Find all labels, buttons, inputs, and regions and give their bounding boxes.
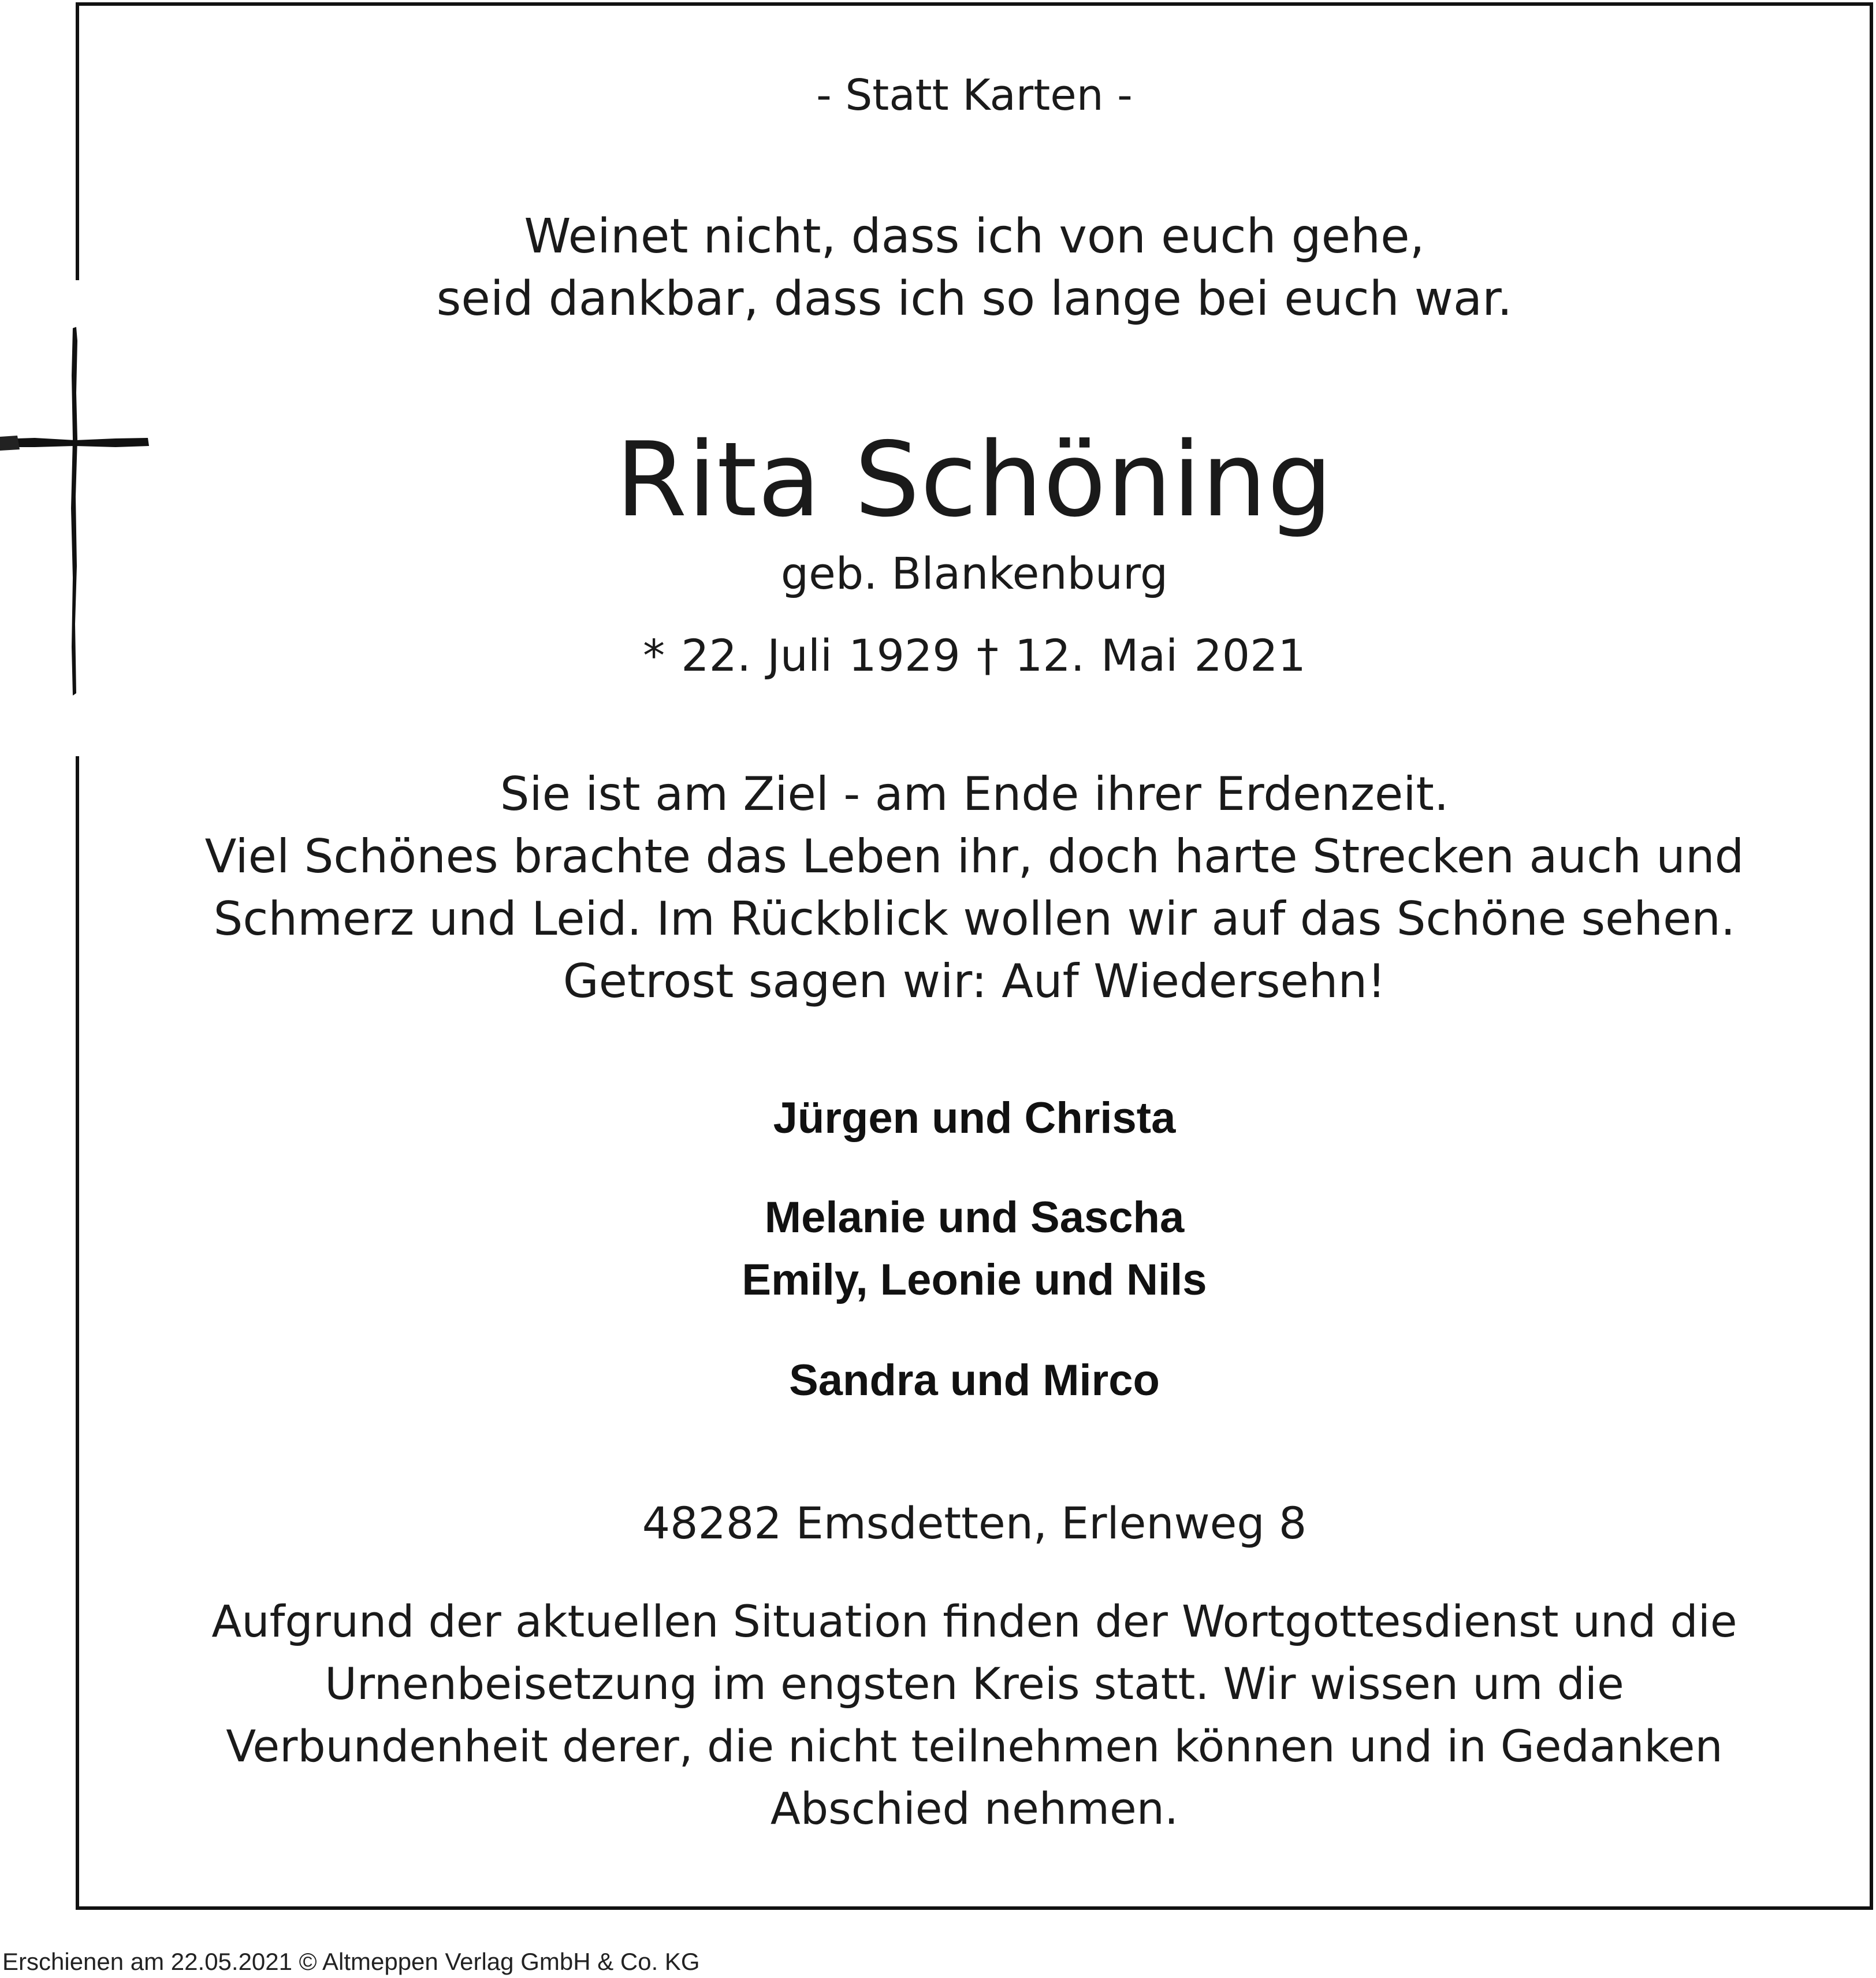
mourner-group-2-line-1: Melanie und Sascha (764, 1193, 1185, 1242)
publication-footer: Erschienen am 22.05.2021 © Altmeppen Verlag GmbH & Co. KG (2, 1948, 700, 1975)
frame-right-border (1870, 2, 1873, 1910)
address: 48282 Emsdetten, Erlenweg 8 (642, 1497, 1307, 1549)
verse-line-1: Weinet nicht, dass ich von euch gehe, (524, 209, 1425, 264)
frame-top-border (76, 2, 1873, 6)
poem-line-1: Sie ist am Ziel - am Ende ihrer Erdenzeit. (500, 767, 1449, 821)
mourner-group-2-line-2: Emily, Leonie und Nils (742, 1255, 1207, 1304)
maiden-name: geb. Blankenburg (780, 548, 1168, 599)
life-dates: * 22. Juli 1929 † 12. Mai 2021 (643, 630, 1306, 681)
deceased-name: Rita Schöning (615, 420, 1334, 540)
verse-line-2: seid dankbar, dass ich so lange bei euch war. (436, 272, 1513, 326)
mourner-group-1: Jürgen und Christa (773, 1094, 1176, 1143)
frame-bottom-border (76, 1906, 1873, 1910)
poem-line-2: Viel Schönes brachte das Leben ihr, doch harte Strecken auch und (204, 830, 1744, 883)
poem-line-3: Schmerz und Leid. Im Rückblick wollen wir auf das Schöne sehen. (213, 892, 1736, 946)
notice-line-2: Urnenbeisetzung im engsten Kreis statt. Wir wissen um die (325, 1658, 1624, 1709)
mourner-group-3: Sandra und Mirco (789, 1356, 1160, 1405)
notice-line-3: Verbundenheit derer, die nicht teilnehmen können und in Gedanken (226, 1720, 1723, 1772)
notice-line-4: Abschied nehmen. (770, 1783, 1179, 1834)
statt-karten-label: - Statt Karten - (816, 70, 1133, 120)
poem-line-4: Getrost sagen wir: Auf Wiedersehn! (563, 954, 1386, 1008)
notice-line-1: Aufgrund der aktuellen Situation finden der Wortgottesdienst und die (211, 1596, 1737, 1647)
